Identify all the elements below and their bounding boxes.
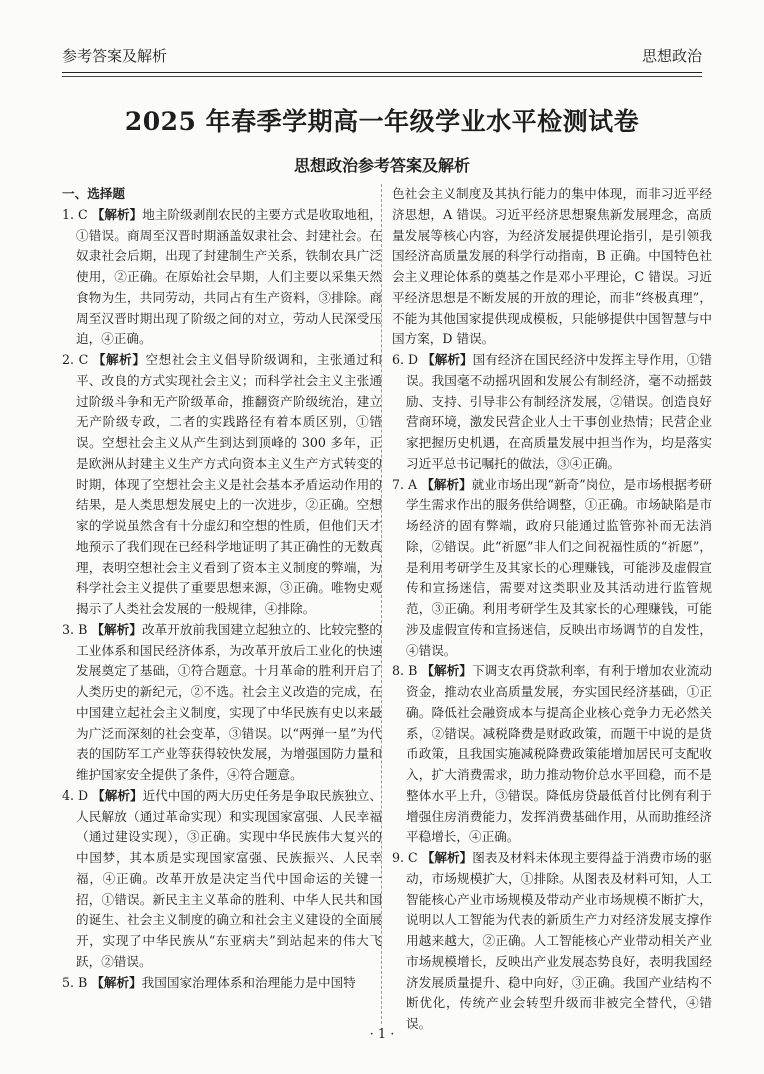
- analysis-text: 我国国家治理体系和治理能力是中国特: [141, 974, 356, 990]
- answer-number: 4. D: [62, 787, 89, 803]
- left-column: [62, 184, 382, 993]
- answer-item-1: [62, 205, 382, 350]
- answer-number: 1. C: [62, 206, 88, 222]
- document-subtitle: 思想政治参考答案及解析: [293, 156, 470, 175]
- answer-item-9: [392, 848, 712, 1035]
- analysis-text: 空想社会主义倡导阶级调和，主张通过和平、改良的方式实现社会主义；而科学社会主义主张通过阶级斗争和无产阶级革命，推翻资产阶级统治，建立无产阶级专政，二者的实践路径有着本质区别，①错误。空想社会主义从产生到达到顶峰的 300 多年，正是欧洲从封建主义生产方式向资本主义生产方式转变的时期，体现了空想社会主义是社会基本矛盾运动作用的结果，是人类思想发展史上的一次进步，②正确。空想家的学说虽然含有十分虚幻和空想的性质，但他们天才地预示了我们现在已经科学地证明了其正确性的无数真理，表明空想社会主义看到了资本主义制度的弊端，为科学社会主义提供了重要思想来源，③正确。唯物史观揭示了人类社会发展的一般规律，④排除。: [76, 352, 383, 616]
- header-subject-label: 思想政治: [641, 46, 702, 65]
- analysis-tag: 【解析】: [92, 787, 143, 803]
- analysis-tag: 【解析】: [91, 974, 142, 990]
- answer-item-5-continued: 色社会主义制度及其执行能力的集中体现，而非习近平经济思想，A 错误。习近平经济思想聚焦新发展理念，高质量发展等核心内容，为经济发展提供理论指引，是引领我国经济高质量发展的科学行动指南，B 正确。中国特色社会主义理论体系的奠基之作是邓小平理论，C 错误。习近平经济思想是不断发展的开放的理论，而非“终极真理”，不能为其他国家提供现成模板，只能够提供中国智慧与中国方案，D 错误。: [392, 186, 712, 347]
- answer-item-2: [62, 350, 382, 620]
- page-header: [62, 40, 702, 70]
- analysis-text: 地主阶级剥削农民的主要方式是收取地租，①错误。商周至汉晋时期涵盖奴隶社会、封建社会。在奴隶社会后期，出现了封建制生产关系，铁制农具广泛使用，②正确。在原始社会早期，人们主要以采集天然食物为生，共同劳动，共同占有生产资料，③排除。商周至汉晋时期出现了阶级之间的对立，劳动人民深受压迫，④正确。: [76, 206, 383, 347]
- answer-item-3: [62, 620, 382, 786]
- answer-item-4: [62, 786, 382, 973]
- header-left-label: 参考答案及解析: [62, 46, 168, 65]
- analysis-text: 改革开放前我国建立起独立的、比较完整的工业体系和国民经济体系，为改革开放后工业化的快速发展奠定了基础，①符合题意。十月革命的胜利开启了人类历史的新纪元，②不选。社会主义改造的完成，在中国建立起社会主义制度，实现了中华民族有史以来最为广泛而深刻的社会变革，③错误。以“两弹一星”为代表的国防军工产业等获得较快发展，为增强国防力量和维护国家安全提供了条件，④符合题意。: [76, 621, 383, 782]
- answer-number: 8. B: [392, 663, 418, 679]
- analysis-tag: 【解析】: [421, 850, 473, 865]
- answer-item-7: [392, 475, 712, 662]
- answer-number: 2. C: [62, 352, 89, 367]
- analysis-tag: 【解析】: [92, 352, 146, 367]
- analysis-text: 图表及材料未体现主要得益于消费市场的驱动，市场规模扩大，①排除。从图表及材料可知，人工智能核心产业市场规模及带动产业市场规模不断扩大，说明以人工智能为代表的新质生产力对经济发展支撑作用越来越大，②正确。人工智能核心产业带动相关产业市场规模增长，反映出产业发展态势良好，表明我国经济发展质量提升、稳中向好，③正确。我国产业结构不断优化，传统产业会转型升级而非被完全替代，④错误。: [406, 850, 713, 1031]
- answer-number: 9. C: [392, 850, 418, 865]
- answer-number: 3. B: [62, 621, 88, 637]
- section-heading: 一、选择题: [62, 186, 125, 201]
- analysis-text: 下调支农再贷款利率，有利于增加农业流动资金，推动农业高质量发展，夯实国民经济基础，①正确。降低社会融资成本与提高企业核心竞争力无必然关系，②错误。减税降费是财政政策，而题干中说的是货币政策，且我国实施减税降费政策能增加居民可支配收入，扩大消费需求，助力推动物价总水平回稳，而不是整体水平上升，③错误。降低房贷最低首付比例有利于增强住房消费能力，发挥消费基础作用，从而助推经济平稳增长，④正确。: [406, 663, 713, 845]
- answer-item-5-start: [62, 973, 382, 994]
- analysis-tag: 【解析】: [91, 621, 142, 637]
- document-title: 2025 年春季学期高一年级学业水平检测试卷: [124, 107, 640, 136]
- answer-item-6: [392, 350, 712, 475]
- header-rule: [62, 72, 702, 77]
- analysis-tag: 【解析】: [421, 476, 472, 492]
- analysis-text: 就业市场出现“新奇”岗位，是市场根据考研学生需求作出的服务供给调整，①正确。市场缺陷是市场经济的固有弊端，政府只能通过监管弥补而无法消除，②错误。此“祈愿”非人们之间祝福性质的“祈愿”，是利用考研学生及其家长的心理赚钱，可能涉及虚假宣传和宣扬迷信，需要对这类职业及其活动进行监管规范，③正确。利用考研学生及其家长的心理赚钱，可能涉及虚假宣传和宣扬迷信，反映出市场调节的自发性，④错误。: [406, 476, 712, 658]
- analysis-text: 近代中国的两大历史任务是争取民族独立、人民解放（通过革命实现）和实现国家富强、人民幸福（通过建设实现），③正确。实现中华民族伟大复兴的中国梦，其本质是实现国家富强、民族振兴、人民幸福，④正确。改革开放是决定当代中国命运的关键一招，①错误。新民主主义革命的胜利、中华人民共和国的诞生、社会主义制度的确立和社会主义建设的全面展开，实现了中华民族从“东亚病夫”到站起来的伟大飞跃，②错误。: [76, 787, 382, 969]
- right-column: [392, 184, 712, 1035]
- answer-number: 5. B: [62, 974, 88, 990]
- analysis-tag: 【解析】: [91, 206, 143, 222]
- analysis-text: 国有经济在国民经济中发挥主导作用，①错误。我国毫不动摇巩固和发展公有制经济，毫不动摇鼓励、支持、引导非公有制经济发展，②错误。创造良好营商环境，激发民营企业人士干事创业热情；民营企业家把握历史机遇，在高质量发展中担当作为，均是落实习近平总书记嘱托的做法，③④正确。: [406, 352, 712, 471]
- answer-number: 6. D: [392, 352, 419, 367]
- page-number: · 1 ·: [369, 1027, 395, 1042]
- answer-number: 7. A: [392, 476, 418, 492]
- column-divider: [381, 184, 382, 1024]
- analysis-tag: 【解析】: [421, 663, 472, 679]
- analysis-tag: 【解析】: [422, 352, 473, 367]
- answer-item-8: [392, 661, 712, 848]
